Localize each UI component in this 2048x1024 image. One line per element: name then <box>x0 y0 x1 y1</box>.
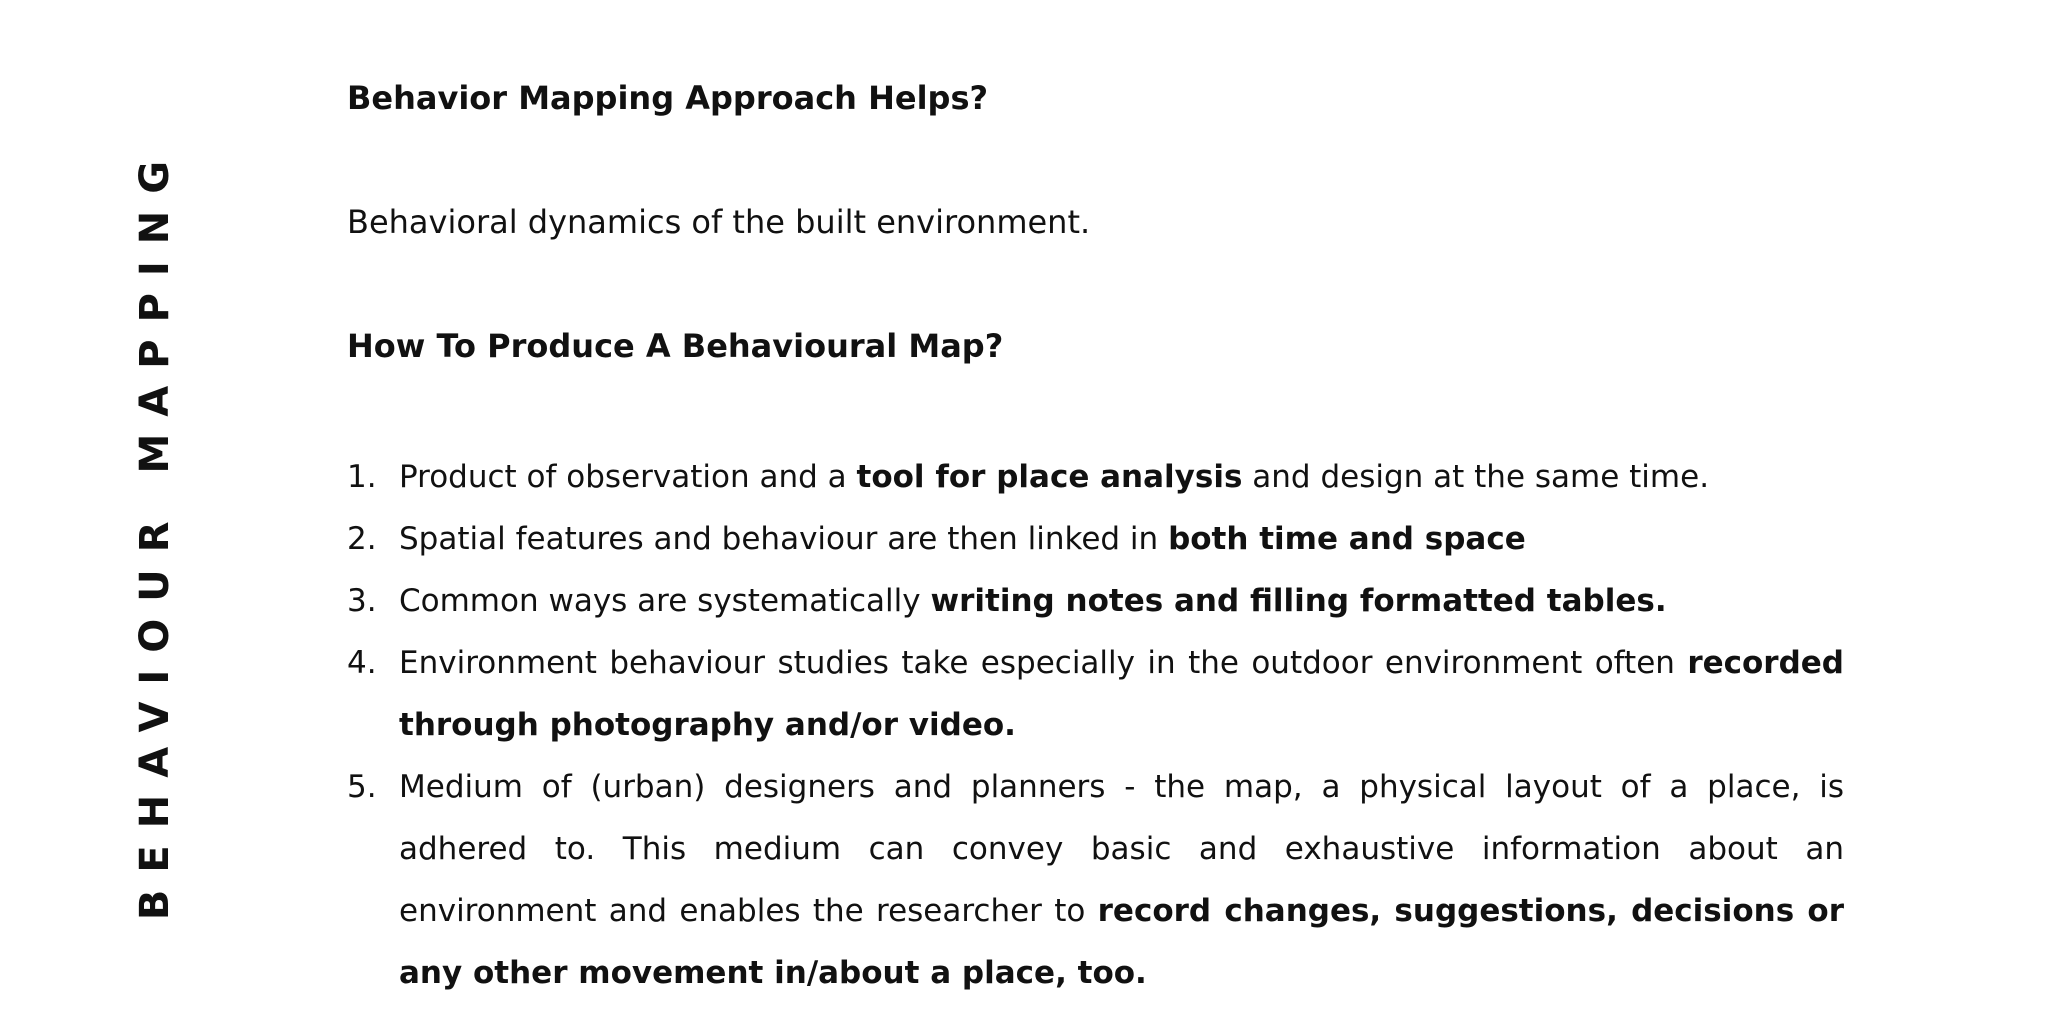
vertical-section-title: BEHAVIOUR MAPPING <box>132 143 178 921</box>
step-text-after: and design at the same time. <box>1242 459 1710 495</box>
paragraph-behavioral-dynamics: Behavioral dynamics of the built environment. <box>347 203 1091 241</box>
step-text: Medium of (urban) designers and planners - the map, a physical layout of a place, is adhered to. This medium can convey basic and exhaustive information about an environment and enables the researcher to <box>399 769 1844 929</box>
step-item <box>347 756 1844 1004</box>
step-item <box>347 446 1844 508</box>
step-item <box>347 570 1844 632</box>
step-number: 3. <box>347 583 377 619</box>
step-number: 1. <box>347 459 377 495</box>
step-bold-text: both time and space <box>1168 521 1526 557</box>
step-bold-text: tool for place analysis <box>856 459 1243 495</box>
step-number: 4. <box>347 645 377 681</box>
heading-approach-helps: Behavior Mapping Approach Helps? <box>347 79 989 117</box>
step-text: Spatial features and behaviour are then linked in <box>399 521 1169 557</box>
step-text: Product of observation and a <box>399 459 857 495</box>
step-number: 5. <box>347 769 377 805</box>
step-bold-text: writing notes and filling formatted tables. <box>930 583 1667 619</box>
step-text: Environment behaviour studies take especially in the outdoor environment often <box>399 645 1688 681</box>
step-number: 2. <box>347 521 377 557</box>
heading-produce-map: How To Produce A Behavioural Map? <box>347 327 1004 365</box>
step-bold-text: record changes, suggestions, decisions or any other movement in/about a place, too. <box>399 893 1845 991</box>
step-item <box>347 508 1844 570</box>
steps-list <box>347 446 1844 1004</box>
step-text: Common ways are systematically <box>399 583 931 619</box>
step-bold-text: recorded through photography and/or video. <box>399 645 1844 743</box>
step-item <box>347 632 1844 756</box>
